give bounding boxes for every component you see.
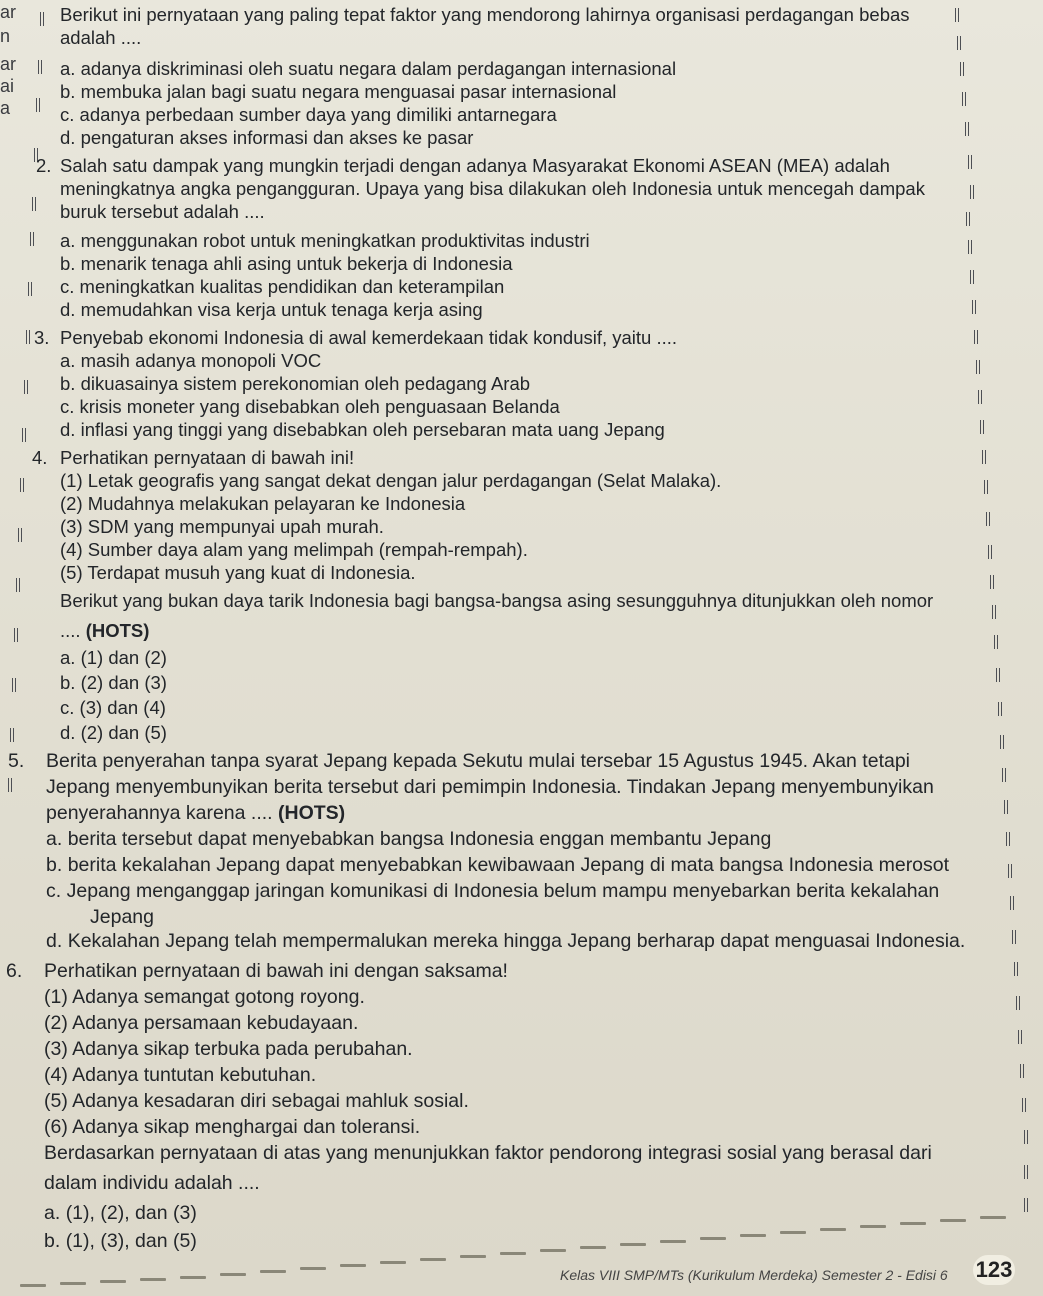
question-stem: dalam individu adalah .... xyxy=(44,1172,260,1194)
option-letter: d. xyxy=(60,127,76,148)
option-text: adanya perbedaan sumber daya yang dimiliki antarnegara xyxy=(79,104,557,125)
hots-tag: (HOTS) xyxy=(85,620,150,641)
option-text: inflasi yang tinggi yang disebabkan oleh persebaran mata uang Jepang xyxy=(80,419,665,440)
option-d[interactable] xyxy=(60,419,665,441)
margin-stub: ar xyxy=(0,54,17,74)
option-text: dikuasainya sistem perekonomian oleh pedagang Arab xyxy=(80,373,531,394)
option-letter: c. xyxy=(60,396,75,417)
option-a[interactable] xyxy=(60,647,167,669)
margin-stub: n xyxy=(0,26,11,46)
question-stem: Jepang menyembunyikan berita tersebut dari pemimpin Indonesia. Tindakan Jepang menyembunyikan xyxy=(46,776,934,798)
statement: (6) Adanya sikap menghargai dan toleransi. xyxy=(44,1116,421,1138)
statement: (4) Adanya tuntutan kebutuhan. xyxy=(44,1064,317,1086)
option-text: menggunakan robot untuk meningkatkan produktivitas industri xyxy=(80,230,590,251)
statement: (5) Terdapat musuh yang kuat di Indonesia. xyxy=(60,562,416,583)
option-letter: a. xyxy=(46,828,63,850)
option-a[interactable] xyxy=(44,1202,197,1224)
option-c[interactable] xyxy=(46,880,939,902)
question-number: 6. xyxy=(6,960,23,982)
option-letter: c. xyxy=(46,880,62,902)
option-d[interactable] xyxy=(46,930,965,952)
option-letter: c. xyxy=(60,104,75,125)
option-text: pengaturan akses informasi dan akses ke pasar xyxy=(80,127,474,148)
option-a[interactable] xyxy=(46,828,771,850)
option-text: meningkatkan kualitas pendidikan dan keterampilan xyxy=(79,276,505,297)
page-number: 123 xyxy=(973,1255,1015,1285)
option-letter: d. xyxy=(60,299,76,320)
option-text: berita tersebut dapat menyebabkan bangsa Indonesia enggan membantu Jepang xyxy=(67,828,772,850)
option-text: berita kekalahan Jepang dapat menyebabkan kewibawaan Jepang di mata bangsa Indonesia merosot xyxy=(67,854,950,876)
margin-stub: ar xyxy=(0,2,17,22)
statement: (2) Mudahnya melakukan pelayaran ke Indonesia xyxy=(60,493,466,514)
option-c[interactable] xyxy=(60,396,560,418)
statement: (5) Adanya kesadaran diri sebagai mahluk sosial. xyxy=(44,1090,469,1112)
statement: (2) Adanya persamaan kebudayaan. xyxy=(44,1012,359,1034)
option-a[interactable] xyxy=(60,350,321,372)
question-stem: Berikut yang bukan daya tarik Indonesia bagi bangsa-bangsa asing sesungguhnya ditunjukkan oleh nomor xyxy=(60,590,934,611)
option-letter: a. xyxy=(60,230,76,251)
margin-stub: ai xyxy=(0,76,15,96)
option-d[interactable] xyxy=(60,127,473,149)
question-stem: Penyebab ekonomi Indonesia di awal kemerdekaan tidak kondusif, yaitu .... xyxy=(60,327,678,348)
question-stem: Berikut ini pernyataan yang paling tepat faktor yang mendorong lahirnya organisasi perdagangan bebas xyxy=(60,4,910,25)
statement: (4) Sumber daya alam yang melimpah (rempah-rempah). xyxy=(60,539,528,560)
footer-book-title: Kelas VIII SMP/MTs (Kurikulum Merdeka) Semester 2 - Edisi 6 xyxy=(560,1267,948,1283)
option-letter: d. xyxy=(60,419,76,440)
option-b[interactable] xyxy=(46,854,949,876)
question-stem: Perhatikan pernyataan di bawah ini! xyxy=(60,447,355,468)
hots-tag: (HOTS) xyxy=(278,802,346,824)
option-letter: b. xyxy=(46,854,63,876)
option-letter: d. xyxy=(60,722,76,743)
question-number: 4. xyxy=(32,447,48,468)
question-stem: Salah satu dampak yang mungkin terjadi dengan adanya Masyarakat Ekonomi ASEAN (MEA) adalah xyxy=(60,155,890,176)
option-text: (1), (2), dan (3) xyxy=(65,1202,197,1224)
option-letter: c. xyxy=(60,697,75,718)
option-letter: d. xyxy=(46,930,63,952)
option-text: masih adanya monopoli VOC xyxy=(80,350,322,371)
option-text: memudahkan visa kerja untuk tenaga kerja asing xyxy=(80,299,483,320)
option-a[interactable] xyxy=(60,230,590,252)
option-letter: c. xyxy=(60,276,75,297)
question-stem: Berdasarkan pernyataan di atas yang menunjukkan faktor pendorong integrasi sosial yang berasal dari xyxy=(44,1142,932,1164)
option-d[interactable] xyxy=(60,299,483,321)
option-letter: b. xyxy=(60,672,76,693)
option-text: Kekalahan Jepang telah mempermalukan mereka hingga Jepang berharap dapat menguasai Indonesia. xyxy=(67,930,966,952)
option-text: (3) dan (4) xyxy=(79,697,166,718)
statement: (3) SDM yang mempunyai upah murah. xyxy=(60,516,384,537)
option-letter: a. xyxy=(44,1202,61,1224)
option-b[interactable] xyxy=(60,672,167,694)
question-stem: Perhatikan pernyataan di bawah ini dengan saksama! xyxy=(44,960,508,982)
statement: (1) Letak geografis yang sangat dekat dengan jalur perdagangan (Selat Malaka). xyxy=(60,470,722,491)
option-text: (2) dan (3) xyxy=(80,672,167,693)
option-text: Jepang menganggap jaringan komunikasi di Indonesia belum mampu menyebarkan berita kekalahan xyxy=(66,880,940,902)
option-text: adanya diskriminasi oleh suatu negara dalam perdagangan internasional xyxy=(80,58,677,79)
option-c[interactable] xyxy=(60,104,557,126)
option-text: menarik tenaga ahli asing untuk bekerja di Indonesia xyxy=(80,253,513,274)
question-stem: Berita penyerahan tanpa syarat Jepang kepada Sekutu mulai tersebar 15 Agustus 1945. Akan tetapi xyxy=(46,750,911,772)
option-text: (1), (3), dan (5) xyxy=(65,1230,197,1252)
option-b[interactable] xyxy=(44,1230,197,1252)
question-stem: adalah .... xyxy=(60,27,142,48)
option-text: krisis moneter yang disebabkan oleh penguasaan Belanda xyxy=(79,396,560,417)
option-letter: a. xyxy=(60,647,76,668)
option-letter: b. xyxy=(60,253,76,274)
question-stem: meningkatnya angka pengangguran. Upaya yang bisa dilakukan oleh Indonesia untuk mencegah dampak xyxy=(60,178,925,199)
option-letter: a. xyxy=(60,58,76,79)
option-a[interactable] xyxy=(60,58,676,80)
question-stem: penyerahannya karena .... (HOTS) xyxy=(46,802,346,824)
option-text: (1) dan (2) xyxy=(80,647,167,668)
margin-stub: a xyxy=(0,98,11,118)
option-letter: a. xyxy=(60,350,76,371)
question-number: 3. xyxy=(34,327,50,348)
option-c[interactable] xyxy=(60,276,504,298)
question-number: 2. xyxy=(36,155,52,176)
question-stem: .... (HOTS) xyxy=(60,620,150,641)
option-b[interactable] xyxy=(60,253,513,275)
statement: (1) Adanya semangat gotong royong. xyxy=(44,986,365,1008)
option-text: (2) dan (5) xyxy=(80,722,167,743)
option-c[interactable] xyxy=(60,697,166,719)
option-b[interactable] xyxy=(60,81,616,103)
option-b[interactable] xyxy=(60,373,530,395)
option-letter: b. xyxy=(60,81,76,102)
option-text: membuka jalan bagi suatu negara menguasai pasar internasional xyxy=(80,81,617,102)
option-letter: b. xyxy=(60,373,76,394)
option-d[interactable] xyxy=(60,722,167,744)
option-letter: b. xyxy=(44,1230,61,1252)
question-stem: buruk tersebut adalah .... xyxy=(60,201,265,222)
question-number: 5. xyxy=(8,750,25,772)
statement: (3) Adanya sikap terbuka pada perubahan. xyxy=(44,1038,413,1060)
option-c-continued: Jepang xyxy=(90,906,154,928)
